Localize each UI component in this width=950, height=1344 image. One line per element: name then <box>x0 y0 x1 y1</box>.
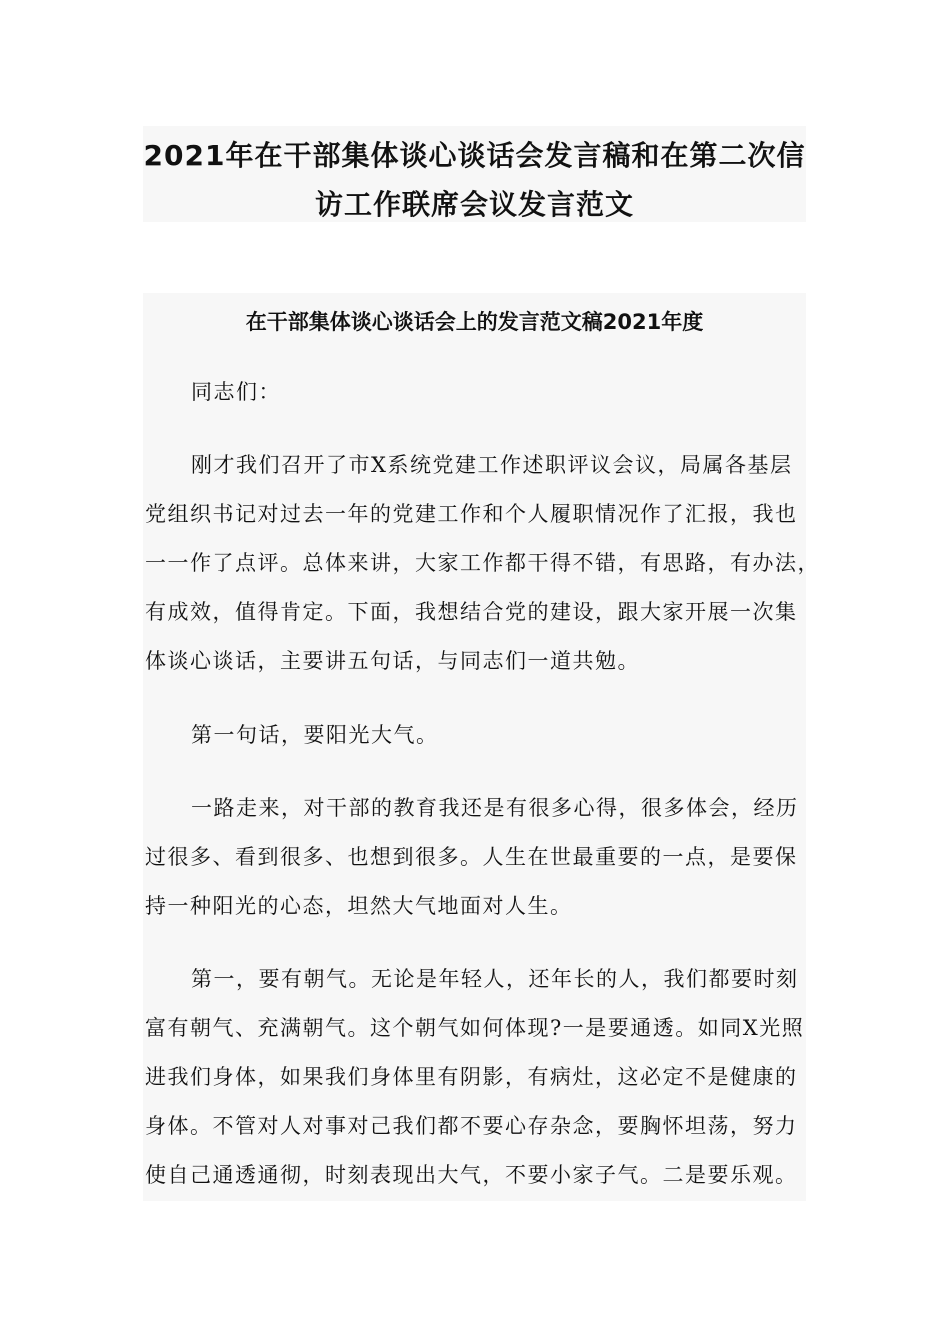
section-heading: 在干部集体谈心谈话会上的发言范文稿2021年度 <box>245 310 704 334</box>
paragraph-line: 一一作了点评。总体来讲，大家工作都干得不错，有思路，有办法， <box>145 551 820 575</box>
paragraph-line: 刚才我们召开了市X系统党建工作述职评议会议，局属各基层 <box>191 453 793 477</box>
paragraph-line: 进我们身体，如果我们身体里有阴影，有病灶，这必定不是健康的 <box>145 1065 798 1089</box>
paragraph-line: 第一，要有朝气。无论是年轻人，还年长的人，我们都要时刻 <box>191 967 799 991</box>
paragraph-line: 持一种阳光的心态，坦然大气地面对人生。 <box>145 894 573 918</box>
title-line-1: 2021年在干部集体谈心谈话会发言稿和在第二次信 <box>143 139 806 172</box>
paragraph-line: 身体。不管对人对事对己我们都不要心存杂念，要胸怀坦荡，努力 <box>145 1114 798 1138</box>
paragraph-line: 过很多、看到很多、也想到很多。人生在世最重要的一点，是要保 <box>145 845 798 869</box>
paragraph-line: 体谈心谈话，主要讲五句话，与同志们一道共勉。 <box>145 649 640 673</box>
document-title <box>143 126 806 222</box>
paragraph-line: 有成效，值得肯定。下面，我想结合党的建设，跟大家开展一次集 <box>145 600 798 624</box>
document-body <box>143 293 820 1201</box>
paragraph-line: 富有朝气、充满朝气。这个朝气如何体现?一是要通透。如同X光照 <box>145 1016 805 1040</box>
paragraph-line: 党组织书记对过去一年的党建工作和个人履职情况作了汇报，我也 <box>145 502 798 526</box>
salutation: 同志们： <box>191 380 281 404</box>
paragraph-line: 一路走来，对干部的教育我还是有很多心得，很多体会，经历 <box>191 796 799 820</box>
paragraph-line: 使自己通透通彻，时刻表现出大气，不要小家子气。二是要乐观。 <box>145 1163 798 1187</box>
section-point-heading: 第一句话，要阳光大气。 <box>191 723 439 747</box>
title-line-2: 访工作联席会议发言范文 <box>314 188 634 221</box>
